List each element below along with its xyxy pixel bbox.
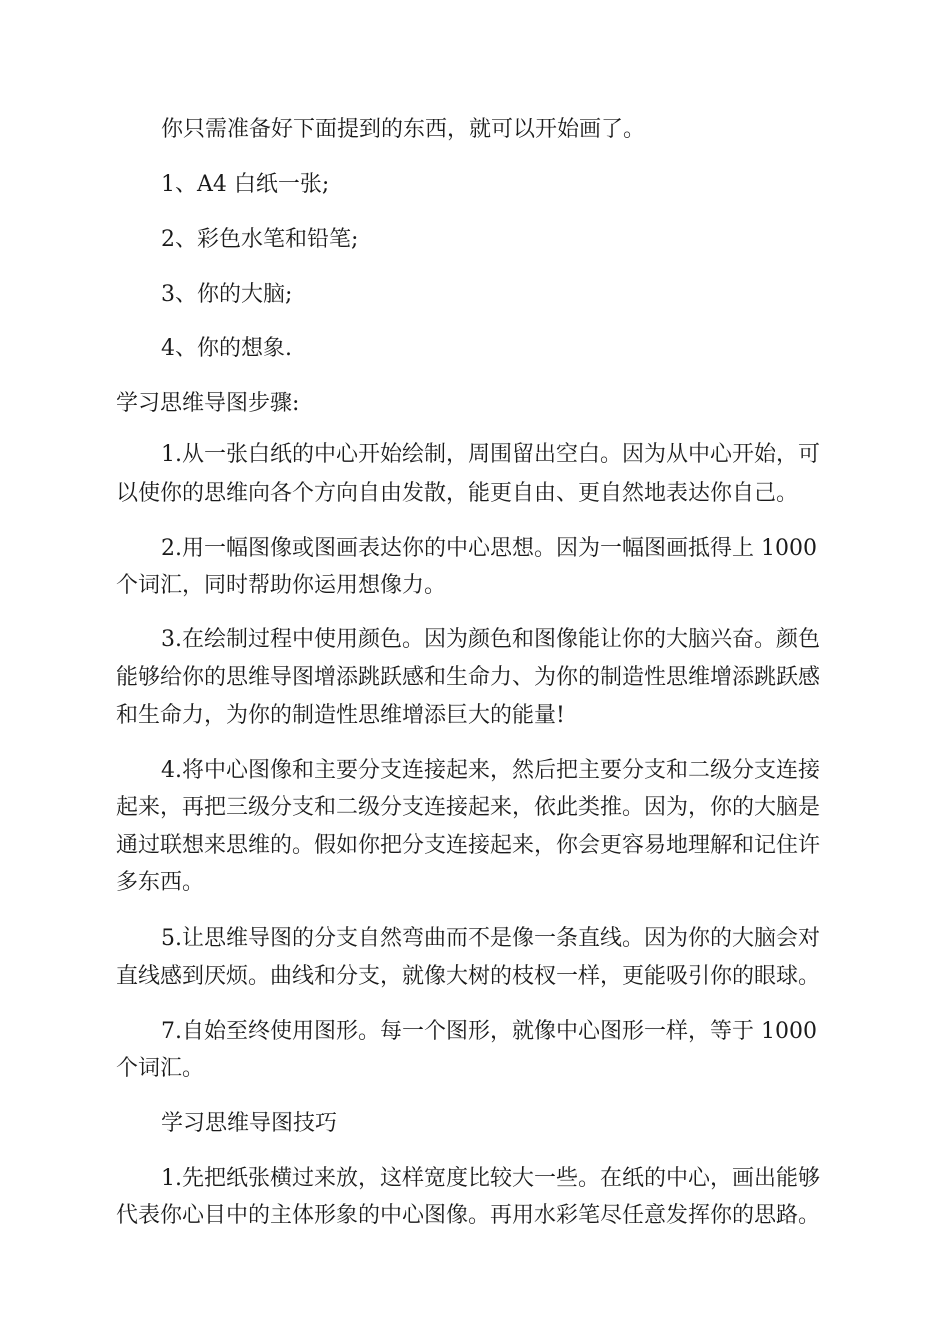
step-5-line-2: 直线感到厌烦。曲线和分支，就像大树的枝杈一样，更能吸引你的眼球。 [116,964,821,989]
step-4-line-1: 4.将中心图像和主要分支连接起来，然后把主要分支和二级分支连接 [161,758,820,783]
step-4-line-3: 通过联想来思维的。假如你把分支连接起来，你会更容易地理解和记住许 [116,833,821,858]
step-3-line-1: 3.在绘制过程中使用颜色。因为颜色和图像能让你的大脑兴奋。颜色 [161,627,820,652]
step-2-line-1: 2.用一幅图像或图画表达你的中心思想。因为一幅图画抵得上 1000 [161,536,817,561]
step-3-line-3: 和生命力，为你的制造性思维增添巨大的能量! [116,703,565,728]
step-4-line-4: 多东西。 [116,870,205,895]
intro-line: 你只需准备好下面提到的东西，就可以开始画了。 [161,117,646,142]
step-1-line-1: 1.从一张白纸的中心开始绘制，周围留出空白。因为从中心开始，可 [161,442,820,467]
step-5-line-1: 5.让思维导图的分支自然弯曲而不是像一条直线。因为你的大脑会对 [161,926,820,951]
step-3-line-2: 能够给你的思维导图增添跳跃感和生命力、为你的制造性思维增添跳跃感 [116,665,821,690]
tip-1-line-1: 1.先把纸张横过来放，这样宽度比较大一些。在纸的中心，画出能够 [161,1166,820,1191]
step-1-line-2: 以使你的思维向各个方向自由发散，能更自由、更自然地表达你自己。 [116,481,799,506]
list-item-1: 1、A4 白纸一张; [161,172,330,197]
list-item-2: 2、彩色水笔和铅笔; [161,227,359,252]
section-heading-tips: 学习思维导图技巧 [161,1111,338,1136]
tip-1-line-2: 代表你心目中的主体形象的中心图像。再用水彩笔尽任意发挥你的思路。 [116,1203,821,1228]
list-item-4: 4、你的想象. [161,336,292,361]
step-2-line-2: 个词汇，同时帮助你运用想像力。 [116,573,447,598]
list-item-3: 3、你的大脑; [161,282,293,307]
step-7-line-2: 个词汇。 [116,1056,205,1081]
section-heading-steps: 学习思维导图步骤: [116,391,300,416]
step-4-line-2: 起来，再把三级分支和二级分支连接起来，依此类推。因为，你的大脑是 [116,795,821,820]
step-7-line-1: 7.自始至终使用图形。每一个图形，就像中心图形一样，等于 1000 [161,1019,817,1044]
